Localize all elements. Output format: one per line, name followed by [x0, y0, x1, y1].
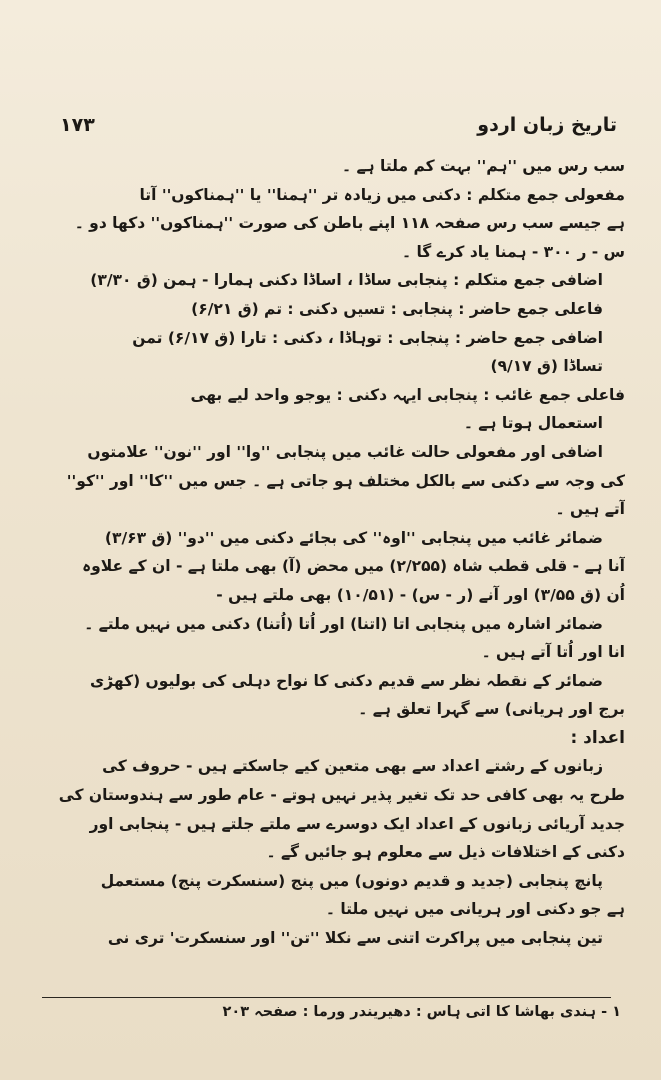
page-number: ۱۷۳ [60, 114, 95, 136]
text-line: جدید آریائی زبانوں کے اعداد ایک دوسرے سے ملتے جلتے ہیں - پنجابی اور [89, 814, 625, 833]
text-line: اضافی جمع متکلم : پنجابی ساڈا ، اساڈا دکنی ہمارا - ہمن (ق ۳/۳۰) [90, 271, 603, 290]
text-line: آتے ہیں ۔ [555, 500, 625, 519]
text-line: مفعولی جمع متکلم : دکنی میں زیادہ تر ''ہمنا'' یا ''ہمناکوں'' آتا [139, 185, 625, 204]
section-heading: اعداد : [570, 727, 625, 748]
text-line: اضافی اور مفعولی حالت غائب میں پنجابی ''وا'' اور ''نون'' علامتوں [87, 442, 603, 461]
footnote-divider [42, 997, 611, 998]
text-line: فاعلی جمع غائب : پنجابی ایہہ دکنی : یوجو واحد لیے بھی [190, 385, 625, 404]
body-text [38, 152, 625, 953]
text-line: اُن (ق ۳/۵۵) اور آنے (ر - س) - (۱۰/۵۱) بھی ملتے ہیں - [216, 585, 625, 604]
text-line: فاعلی جمع حاضر : پنجابی : تسیں دکنی : تم (ق ۶/۲۱) [191, 299, 603, 318]
text-line: تین پنجابی میں پراکرت اتنی سے نکلا ''تن'' اور سنسکرت' تری نی [107, 929, 603, 948]
text-line: برج اور ہریانی) سے گہرا تعلق ہے ۔ [358, 700, 625, 719]
text-line: س - ر ۳۰۰ - ہمنا یاد کرے گا ۔ [401, 242, 625, 261]
text-line: تساڈا (ق ۹/۱۷) [490, 357, 603, 376]
text-line: ہے جو دکنی اور ہریانی میں نہیں ملتا ۔ [325, 900, 625, 919]
running-title: تاریخ زبان اردو [477, 114, 617, 136]
footnote: ۱ - ہندی بھاشا کا اتی ہاس : دھیریندر ورما : صفحہ ۲۰۳ [222, 1004, 621, 1020]
text-line: دکنی کے اختلافات ذیل سے معلوم ہو جائیں گے ۔ [266, 843, 625, 862]
text-line: آنا ہے - قلی قطب شاہ (۲/۲۵۵) میں محض (آ) بھی ملتا ہے - ان کے علاوہ [82, 557, 625, 576]
text-line: طرح یہ بھی کافی حد تک تغیر پذیر نہیں ہوتے - عام طور سے ہندوستان کی [58, 786, 625, 805]
page-header [60, 110, 617, 140]
text-line: ضمائر اشارہ میں پنجابی اتا (اتنا) اور اُتا (اُتنا) دکنی میں نہیں ملتے ۔ [84, 614, 603, 633]
text-line: زبانوں کے رشتے اعداد سے بھی متعین کیے جاسکتے ہیں - حروف کی [102, 757, 603, 776]
text-line: پانچ پنجابی (جدید و قدیم دونوں) میں پنج (سنسکرت پنج) مستعمل [100, 871, 603, 890]
text-line: استعمال ہوتا ہے ۔ [463, 414, 603, 433]
text-line: سب رس میں ''ہم'' بہت کم ملتا ہے ۔ [341, 157, 625, 175]
text-line: انا اور اُتا آتے ہیں ۔ [481, 643, 625, 662]
text-line: کی وجہ سے دکنی سے بالکل مختلف ہو جاتی ہے ۔ جس میں ''کا'' اور ''کو'' [66, 471, 625, 490]
text-line: ہے جیسے سب رس صفحہ ۱۱۸ اپنے باطن کی صورت ''ہمناکوں'' دکھا دو ۔ [74, 214, 625, 233]
text-line: ضمائر کے نقطہ نظر سے قدیم دکنی کا نواح دہلی کی بولیوں (کھڑی [89, 671, 603, 690]
text-line: ضمائر غائب میں پنجابی ''اوہ'' کی بجائے دکنی میں ''دو'' (ق ۳/۶۳) [104, 528, 603, 547]
text-line: اضافی جمع حاضر : پنجابی : توہاڈا ، دکنی : تارا (ق ۶/۱۷) تمن [132, 328, 603, 347]
